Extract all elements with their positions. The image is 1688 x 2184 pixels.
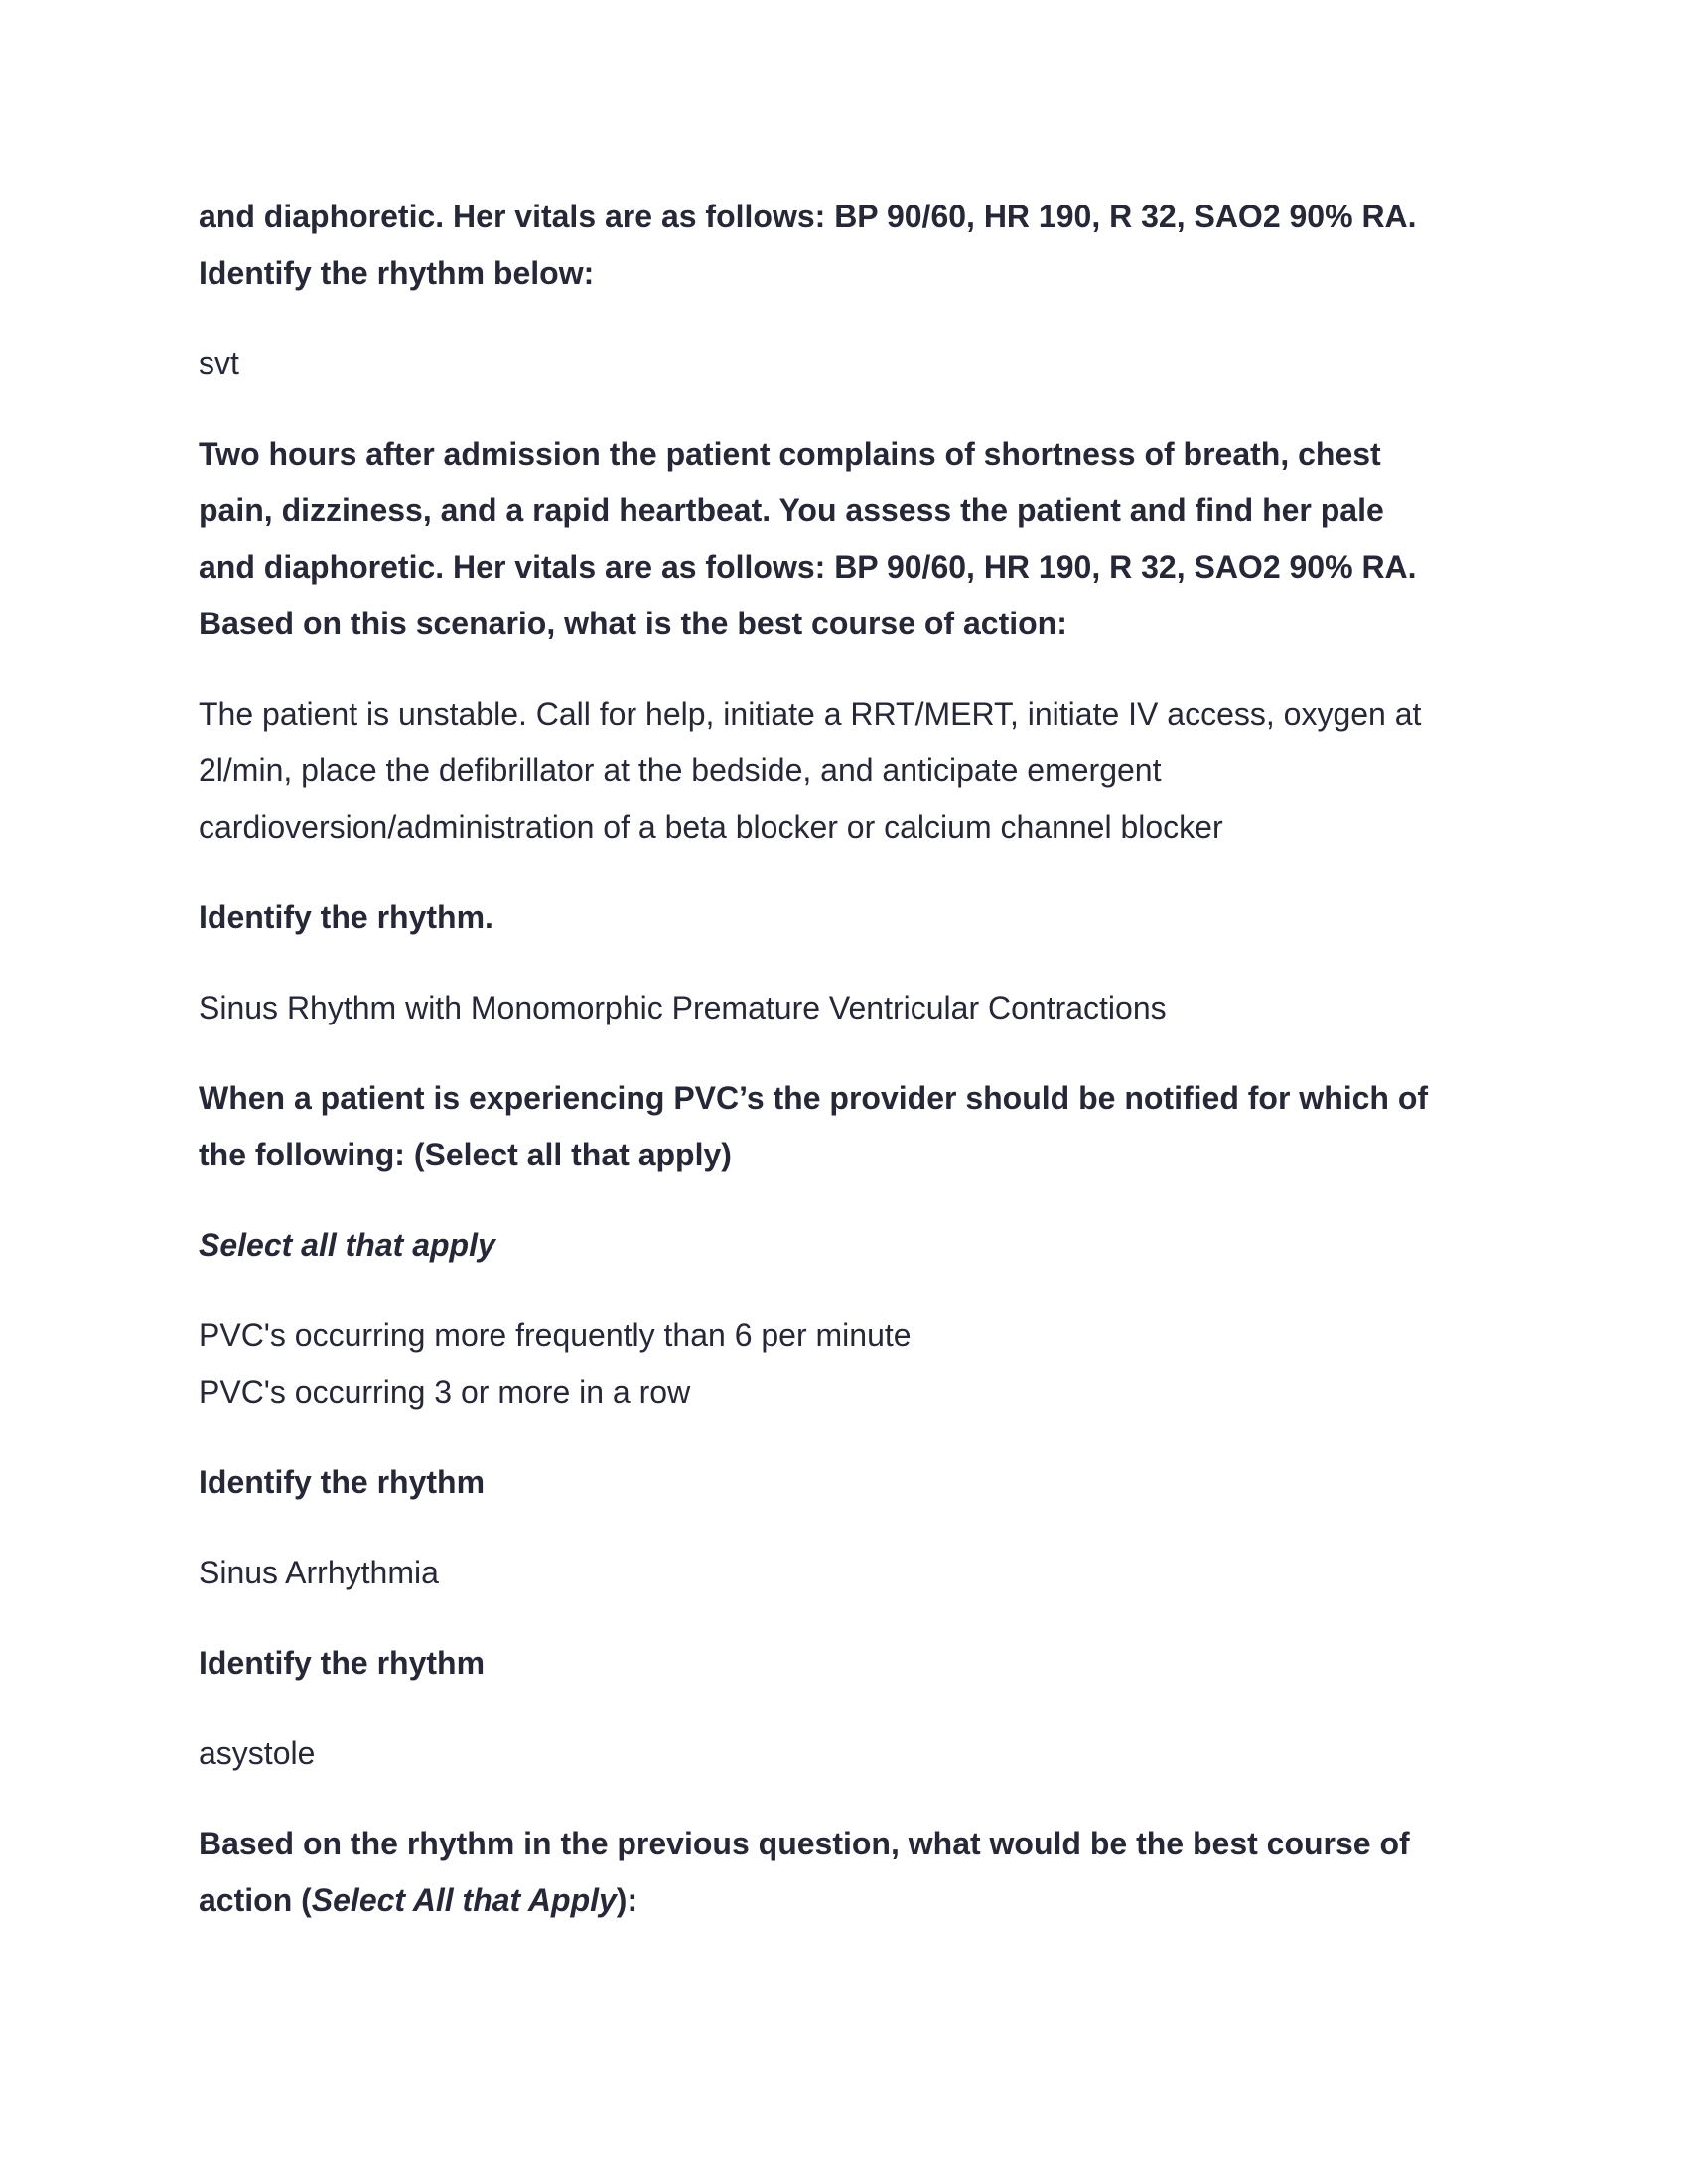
instruction-block [199, 1217, 1509, 1274]
question-block [199, 1635, 1509, 1692]
question-line: and diaphoretic. Her vitals are as follows: BP 90/60, HR 190, R 32, SAO2 90% RA. [199, 549, 1417, 585]
question-line [199, 1872, 1509, 1929]
question-block [199, 889, 1509, 946]
question-line: Identify the rhythm below: [199, 255, 595, 291]
qa-content [199, 189, 1509, 1782]
question-suffix: ): [616, 1882, 638, 1918]
question-line: Based on the rhythm in the previous question, what would be the best course of [199, 1826, 1410, 1861]
answer-block [199, 336, 1509, 392]
question-block [199, 1454, 1509, 1511]
question-line: the following: (Select all that apply) [199, 1137, 732, 1172]
answer-line: PVC's occurring more frequently than 6 per minute [199, 1317, 912, 1353]
answer-line: Sinus Arrhythmia [199, 1555, 439, 1590]
answer-line: asystole [199, 1735, 316, 1771]
question-line: Two hours after admission the patient complains of shortness of breath, chest [199, 436, 1381, 472]
question-block [199, 189, 1509, 302]
document-page [199, 189, 1509, 1963]
answer-line: The patient is unstable. Call for help, initiate a RRT/MERT, initiate IV access, oxygen at [199, 696, 1422, 732]
question-line: When a patient is experiencing PVC’s the provider should be notified for which of [199, 1080, 1429, 1116]
question-line: pain, dizziness, and a rapid heartbeat. You assess the patient and find her pale [199, 492, 1384, 528]
answer-block [199, 1307, 1509, 1421]
question-line: Identify the rhythm [199, 1464, 486, 1500]
question-block [199, 1816, 1509, 1929]
question-line: Identify the rhythm [199, 1645, 486, 1681]
answer-line: cardioversion/administration of a beta blocker or calcium channel blocker [199, 809, 1223, 845]
question-block [199, 1070, 1509, 1183]
answer-line: Sinus Rhythm with Monomorphic Premature Ventricular Contractions [199, 990, 1167, 1025]
answer-block [199, 1545, 1509, 1601]
answer-line: PVC's occurring 3 or more in a row [199, 1374, 691, 1410]
question-emphasis: Select All that Apply [311, 1882, 617, 1918]
instruction-line: Select all that apply [199, 1227, 495, 1263]
answer-line: 2l/min, place the defibrillator at the bedside, and anticipate emergent [199, 752, 1162, 788]
question-line: and diaphoretic. Her vitals are as follows: BP 90/60, HR 190, R 32, SAO2 90% RA. [199, 199, 1417, 234]
answer-line: svt [199, 345, 239, 381]
question-line: Based on this scenario, what is the best course of action: [199, 606, 1067, 641]
answer-block [199, 686, 1509, 856]
question-line: Identify the rhythm. [199, 899, 493, 935]
answer-block [199, 980, 1509, 1036]
answer-block [199, 1725, 1509, 1782]
question-prefix: action ( [199, 1882, 312, 1918]
question-block [199, 426, 1509, 652]
